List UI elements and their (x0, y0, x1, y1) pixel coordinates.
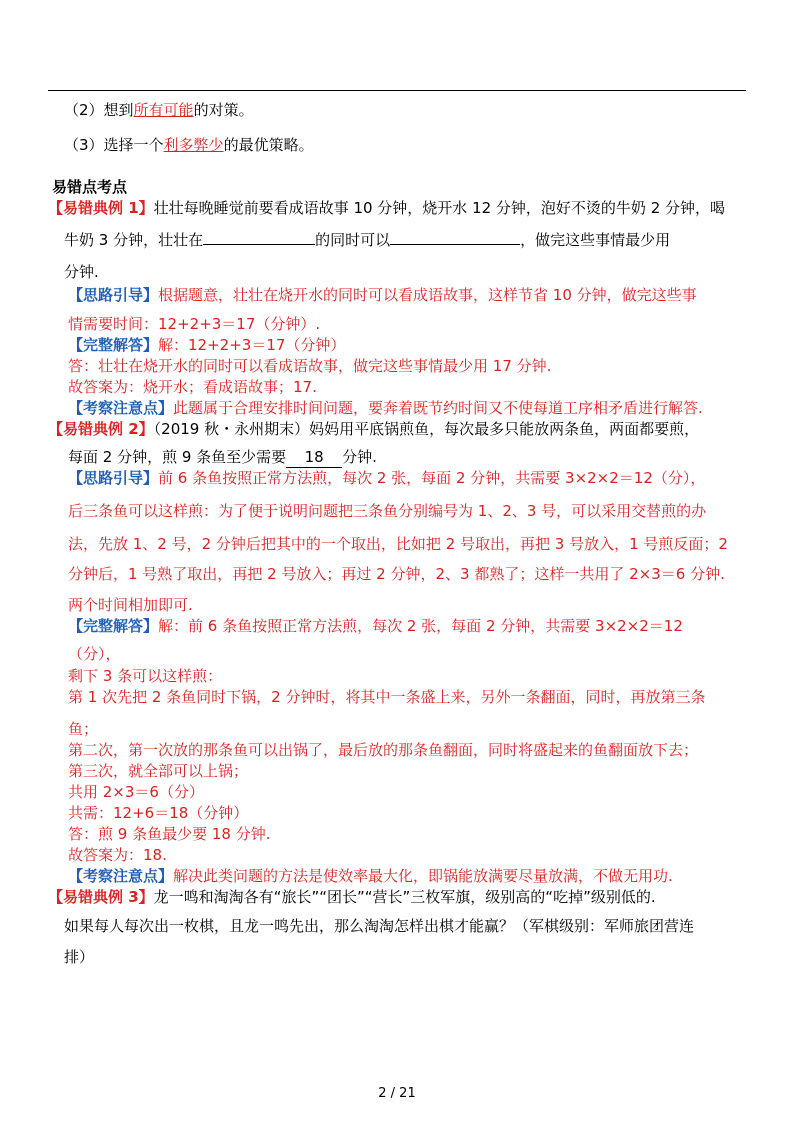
ex1-note-tag: 【考察注意点】 (68, 399, 174, 417)
ex1-blank-2[interactable] (390, 229, 520, 245)
ex1-note: 【考察注意点】此题属于合理安排时间问题，要奔着既节约时间又不使每道工序相矛盾进行解答. (68, 399, 703, 417)
ex2-guide-tag: 【思路引导】 (68, 469, 159, 487)
ex2-solution-line-10: 答：煎 9 条鱼最少要 18 分钟. (68, 825, 271, 843)
ex2-note-tag: 【考察注意点】 (68, 867, 174, 885)
ex2-solution-line-11: 故答案为：18. (68, 846, 167, 864)
ex2-note: 【考察注意点】解决此类问题的方法是使效率最大化，即锅能放满要尽量放满，不做无用功. (68, 867, 673, 885)
ex1-solution-line-1: 【完整解答】解：12+2+3＝17（分钟） (68, 336, 346, 354)
ex1-solution-tag: 【完整解答】 (68, 336, 159, 354)
page-number: 2 / 21 (378, 1086, 416, 1101)
ex1-solution-line-3: 故答案为：烧开水；看成语故事；17. (68, 378, 317, 396)
item-2-highlight: 所有可能 (133, 101, 194, 119)
ex1-solution-line-2: 答：壮壮在烧开水的同时可以看成语故事，做完这些事情最少用 17 分钟. (68, 357, 552, 375)
ex3-question-line-3: 排） (64, 948, 95, 966)
ex2-question-line-1: 【易错典例 2】（2019 秋・永州期末）妈妈用平底锅煎鱼，每次最多只能放两条鱼，两面都要煎， (48, 420, 700, 438)
ex2-solution-line-6: 第二次，第一次放的那条鱼可以出锅了，最后放的那条鱼翻面，同时将盛起来的鱼翻面放下去； (68, 741, 699, 759)
ex1-question-line-2: 牛奶 3 分钟，壮壮在 的同时可以 ，做完这些事情最少用 (64, 231, 671, 249)
ex3-tag: 【易错典例 3】 (48, 888, 154, 906)
ex1-blank-1[interactable] (203, 229, 315, 245)
ex1-guide-line-2: 情需要时间：12+2+3＝17（分钟）. (68, 315, 321, 333)
ex2-answer-blank[interactable]: 18 (286, 447, 342, 468)
ex2-solution-line-2: （分）， (68, 645, 121, 663)
header-rule (48, 90, 746, 91)
ex2-tag: 【易错典例 2】 (48, 420, 154, 438)
item-2: （2）想到所有可能的对策。 (64, 101, 254, 119)
ex2-solution-line-3: 剩下 3 条可以这样煎： (68, 667, 223, 685)
ex1-guide-line-1: 【思路引导】根据题意，壮壮在烧开水的同时可以看成语故事，这样节省 10 分钟，做完这些事 (68, 286, 697, 304)
ex2-solution-line-5: 鱼； (68, 720, 99, 738)
ex2-guide-line-5: 两个时间相加即可. (68, 596, 193, 614)
ex2-guide-line-2: 后三条鱼可以这样煎：为了便于说明问题把三条鱼分别编号为 1、2、3 号，可以采用交替煎的办 (68, 502, 707, 520)
ex2-solution-line-1: 【完整解答】解：前 6 条鱼按照正常方法煎，每次 2 张，每面 2 分钟，共需要 3×2×2＝12 (68, 617, 683, 635)
ex2-solution-line-7: 第三次，就全部可以上锅； (68, 762, 249, 780)
ex3-question-line-2: 如果每人每次出一枚棋，且龙一鸣先出，那么淘淘怎样出棋才能赢？（军棋级别：军师旅团营连 (64, 917, 695, 935)
ex2-solution-line-9: 共需：12+6＝18（分钟） (68, 804, 249, 822)
ex1-tag: 【易错典例 1】 (48, 199, 154, 217)
ex2-guide-line-1: 【思路引导】前 6 条鱼按照正常方法煎，每次 2 张，每面 2 分钟，共需要 3×2×2＝12（分）， (68, 469, 706, 487)
section-title: 易错点考点 (52, 178, 128, 196)
item-3-highlight: 利多弊少 (163, 136, 224, 154)
ex2-solution-line-4: 第 1 次先把 2 条鱼同时下锅，2 分钟时，将其中一条盛上来，另外一条翻面，同时，再放第三条 (68, 688, 706, 706)
item-3: （3）选择一个利多弊少的最优策略。 (64, 136, 314, 154)
ex1-question-line-3: 分钟. (64, 263, 99, 281)
ex2-solution-tag: 【完整解答】 (68, 617, 159, 635)
ex1-guide-tag: 【思路引导】 (68, 286, 159, 304)
ex2-guide-line-4: 分钟后，1 号熟了取出，再把 2 号放入；再过 2 分钟，2、3 都熟了；这样一共用了 2×3＝6 分钟. (68, 565, 725, 583)
ex2-question-line-2: 每面 2 分钟，煎 9 条鱼至少需要 18 分钟. (68, 448, 377, 466)
ex2-solution-line-8: 共用 2×3＝6（分） (68, 783, 204, 801)
ex1-question-line-1: 【易错典例 1】壮壮每晚睡觉前要看成语故事 10 分钟，烧开水 12 分钟，泡好不烫的牛奶 2 分钟，喝 (48, 199, 726, 217)
ex3-question-line-1: 【易错典例 3】龙一鸣和淘淘各有“旅长”“团长”“营长”三枚军旗，级别高的“吃掉”级别低的. (48, 888, 656, 906)
ex2-guide-line-3: 法，先放 1、2 号，2 分钟后把其中的一个取出，比如把 2 号取出，再把 3 号放入，1 号煎反面；2 (68, 535, 728, 553)
